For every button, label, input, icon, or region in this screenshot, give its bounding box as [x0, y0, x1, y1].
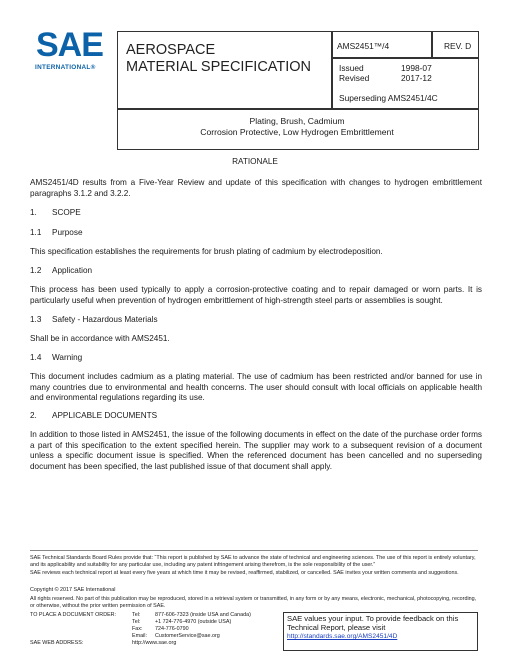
section-title: Purpose — [52, 228, 83, 237]
section-title: Application — [52, 266, 93, 275]
rights-notice: All rights reserved. No part of this publication may be reproduced, stored in a retrieval system or transmitted, in any form or by any means, electronic, mechanical, photocopying, recording, or otherwise, without the prior written permission of SAE. — [30, 596, 477, 609]
section-2-text: In addition to those listed in AMS2451, the issue of the following documents in effect on the date of the purchase order forms a part of this specification to the extent specified herein. The supplier may work to a subsequent revision of a document unless a specific document issue is specified. When the referenced document has been cancelled and no superseding document has been specified, the last published issue of that document shall apply. — [30, 430, 482, 471]
section-1-3-heading — [30, 315, 158, 326]
section-number: 1.2 — [30, 266, 42, 275]
subject-line-1: Plating, Brush, Cadmium — [249, 116, 345, 126]
section-1-3-text: Shall be in accordance with AMS2451. — [30, 334, 170, 343]
section-title: Safety - Hazardous Materials — [52, 315, 158, 324]
contact-row — [30, 626, 251, 633]
section-title: SCOPE — [52, 208, 81, 217]
section-1-4-heading — [30, 353, 82, 364]
copyright: Copyright © 2017 SAE International — [30, 587, 116, 593]
web-label: SAE WEB ADDRESS: — [30, 640, 84, 646]
contact-row — [30, 619, 251, 626]
section-number: 1.3 — [30, 315, 42, 324]
section-1-1-text: This specification establishes the requirements for brush plating of cadmium by electrodeposition. — [30, 247, 383, 256]
doc-number: AMS2451™/4 — [337, 41, 390, 51]
standards-board-rules: SAE Technical Standards Board Rules provide that: “This report is published by SAE to advance the state of technical and engineering sciences. The use of this report is entirely voluntary, and its applicability and suitability for any particular use, including any patent infringement arising therefrom, is the sole responsibility of the user.” — [30, 555, 476, 568]
revised-label: Revised — [339, 73, 370, 83]
tel2-value: +1 724-776-4970 (outside USA) — [155, 619, 232, 625]
section-number: 2. — [30, 411, 37, 420]
order-label: TO PLACE A DOCUMENT ORDER: — [30, 612, 117, 618]
section-number: 1.1 — [30, 228, 42, 237]
email-value: CustomerService@sae.org — [155, 633, 220, 639]
subject-line-2: Corrosion Protective, Low Hydrogen Embrittlement — [200, 127, 394, 137]
email-label: Email: — [132, 633, 147, 639]
section-1-4-text: This document includes cadmium as a plating material. The use of cadmium has been restricted and/or banned for use in many countries due to environmental and health concerns. The user should consult with local officials on applicable health and environmental regulations regarding its use. — [30, 372, 482, 402]
feedback-line-2: Technical Report, please visit — [287, 623, 386, 632]
feedback-text — [287, 614, 458, 641]
feedback-line-1: SAE values your input. To provide feedback on this — [287, 614, 459, 623]
contact-row — [30, 633, 251, 640]
tel-label: Tel: — [132, 612, 141, 618]
feedback-link[interactable]: http://standards.sae.org/AMS2451/4D — [287, 633, 398, 640]
section-number: 1.4 — [30, 353, 42, 362]
sae-logo-subtitle — [35, 64, 96, 71]
revision: REV. D — [444, 41, 472, 51]
superseding: Superseding AMS2451/4C — [339, 93, 438, 103]
tel-value: 877-606-7323 (inside USA and Canada) — [155, 612, 251, 618]
footer-divider — [30, 550, 478, 551]
document-title — [126, 42, 311, 76]
review-notice: SAE reviews each technical report at least every five years at which time it may be revised, reaffirmed, stabilized, or cancelled. SAE invites your written comments and suggestions. — [30, 570, 459, 576]
section-1-2-heading — [30, 266, 92, 277]
tel2-label: Tel: — [132, 619, 141, 625]
web-value[interactable]: http://www.sae.org — [132, 640, 177, 646]
contact-row — [30, 640, 251, 647]
contact-row — [30, 612, 251, 619]
issued-value: 1998-07 — [401, 63, 432, 73]
fax-value: 724-776-0790 — [155, 626, 189, 632]
section-title: Warning — [52, 353, 83, 362]
section-number: 1. — [30, 208, 37, 217]
rationale-heading: RATIONALE — [232, 157, 278, 166]
logo-subtitle-text: INTERNATIONAL — [35, 64, 91, 71]
title-line-1: AEROSPACE — [126, 42, 216, 58]
section-title: APPLICABLE DOCUMENTS — [52, 411, 158, 420]
section-1-1-heading — [30, 228, 83, 239]
fax-label: Fax: — [132, 626, 143, 632]
section-1-heading — [30, 208, 81, 219]
issued-label: Issued — [339, 63, 364, 73]
logo-trademark: ® — [90, 64, 96, 71]
section-2-heading — [30, 411, 157, 422]
revised-value: 2017-12 — [401, 73, 432, 83]
section-1-2-text: This process has been used typically to apply a corrosion-protective coating and to repair damaged or worn parts. It is particularly useful when prevention of hydrogen embrittlement of high-strength steel parts or assemblies is sought. — [30, 285, 482, 305]
order-contact-table — [30, 612, 251, 647]
sae-logo: SAE — [36, 26, 103, 64]
title-line-2: MATERIAL SPECIFICATION — [126, 59, 312, 75]
rationale-text: AMS2451/4D results from a Five-Year Review and update of this specification with changes to hydrogen embrittlement paragraphs 3.1.2 and 3.2.2. — [30, 178, 482, 198]
